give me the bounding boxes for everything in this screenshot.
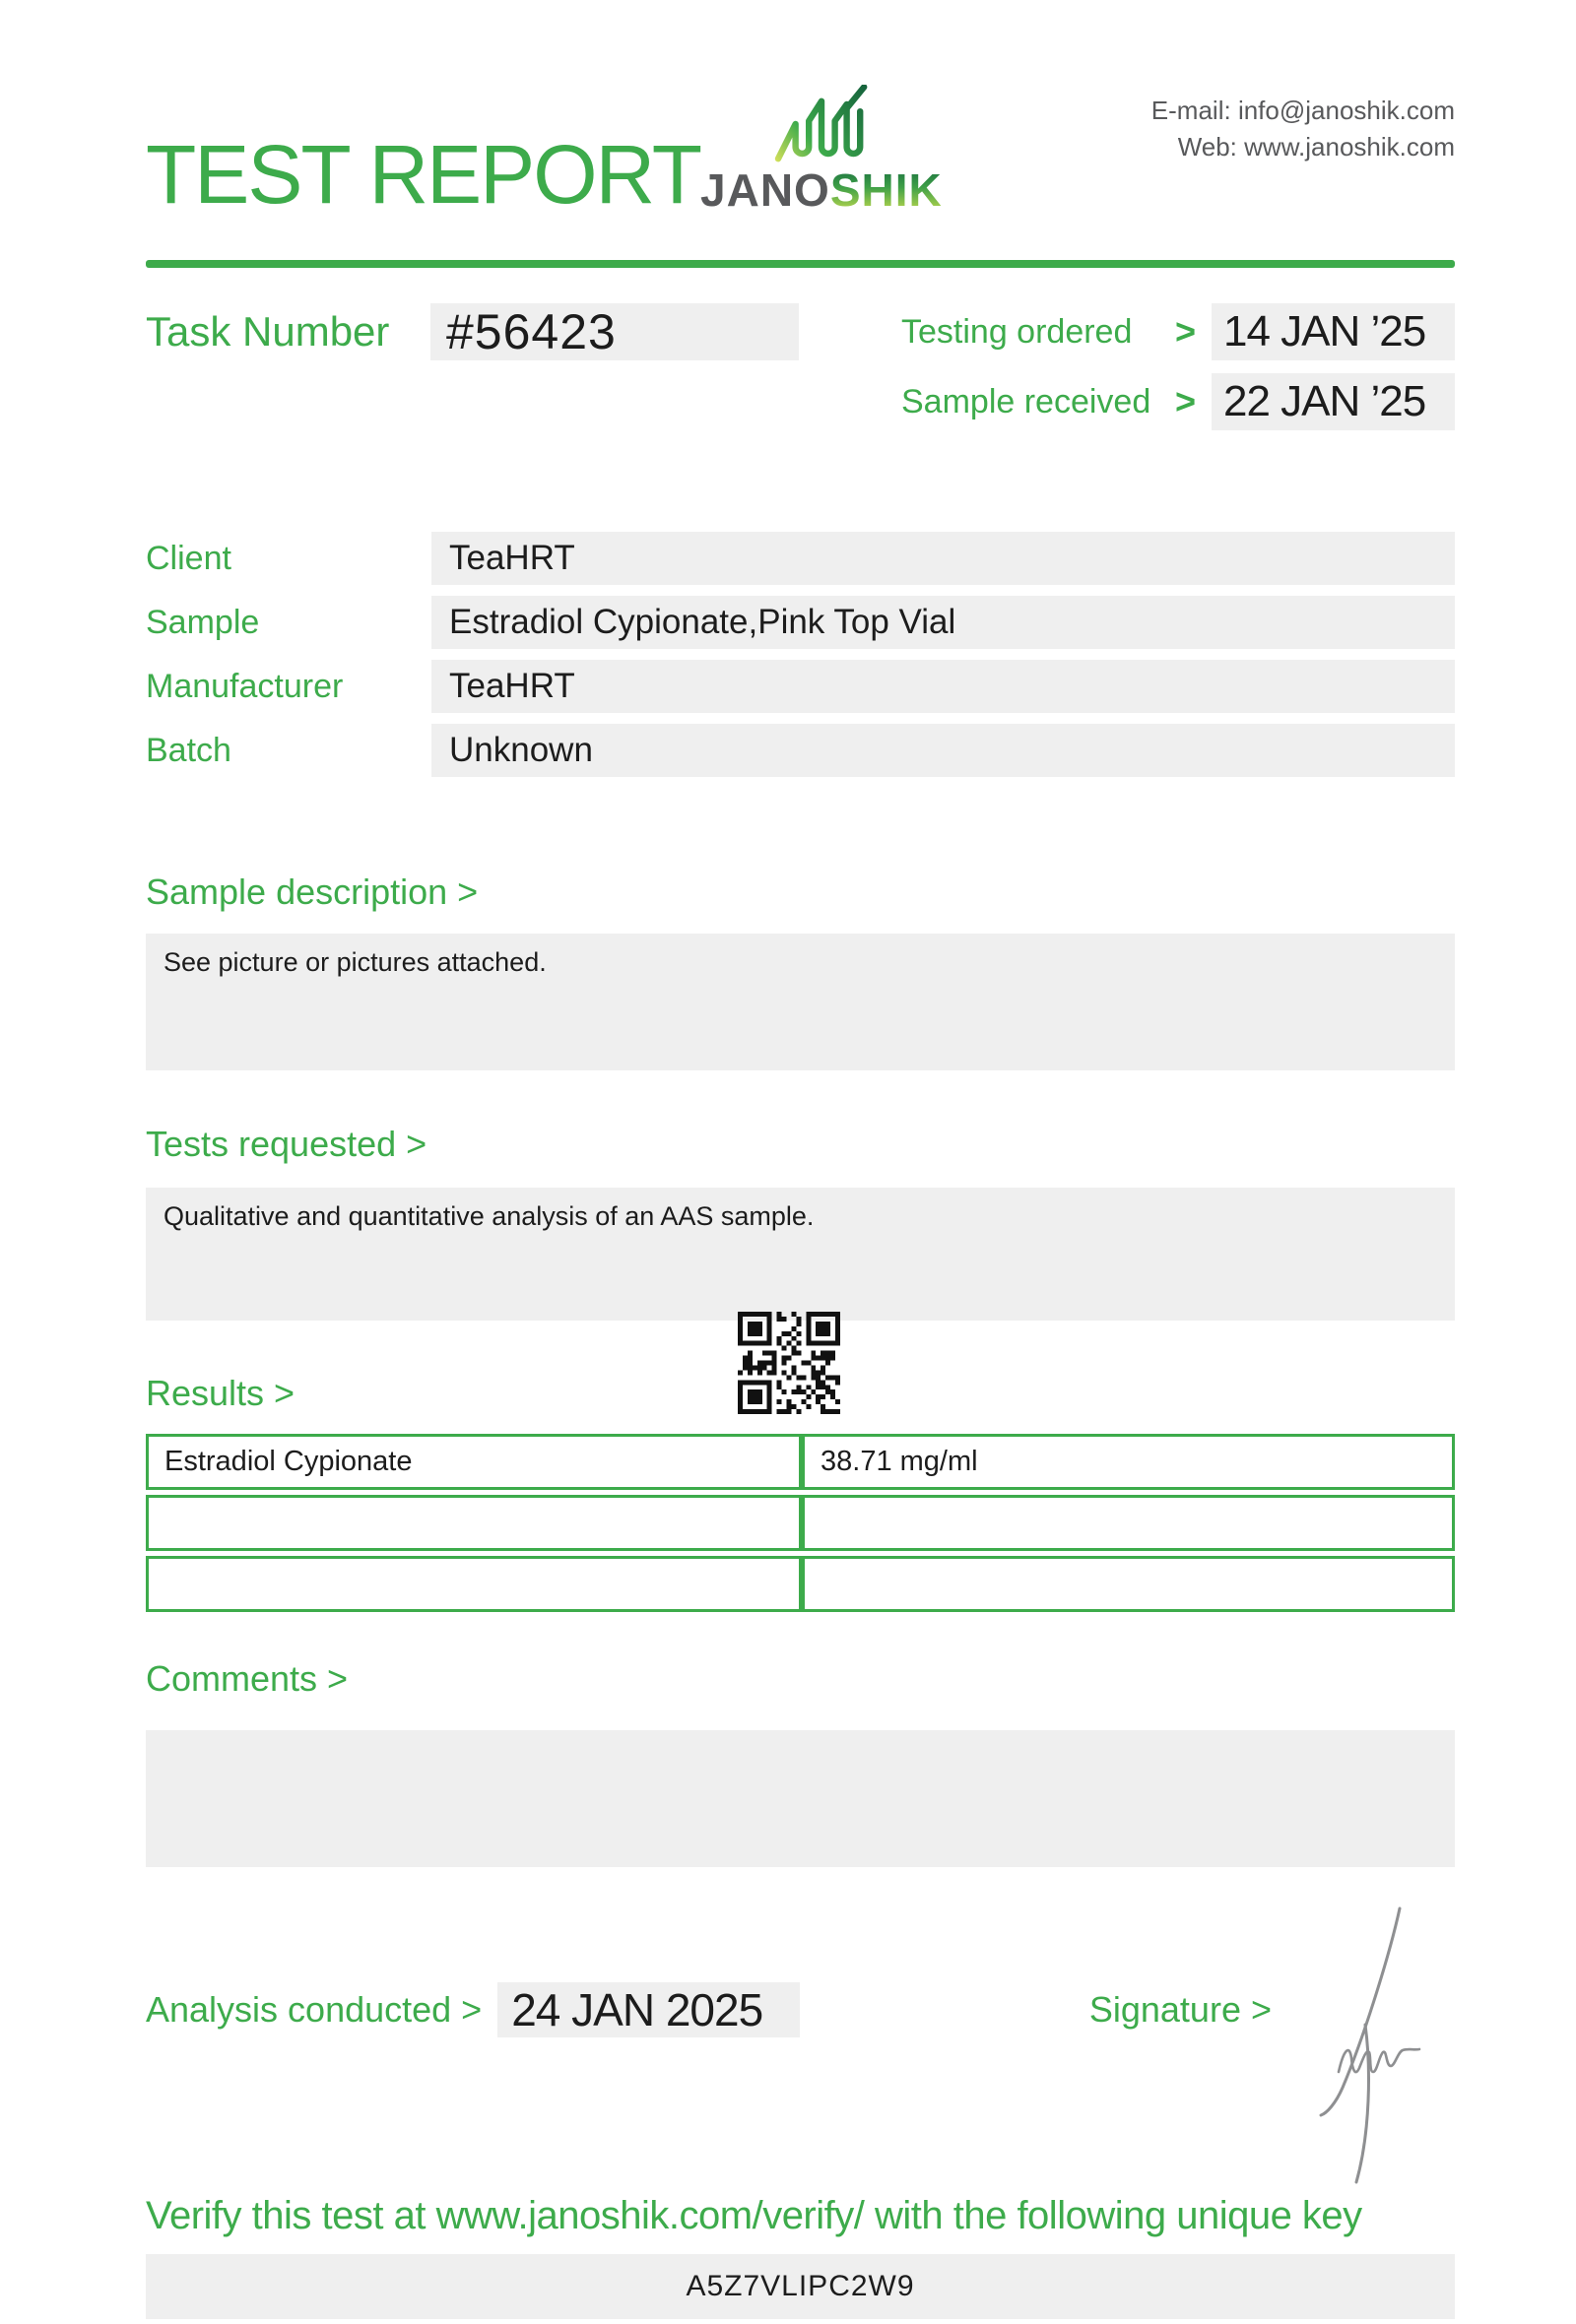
chevron-right-icon: > bbox=[1174, 381, 1196, 421]
manufacturer-value: TeaHRT bbox=[431, 660, 1455, 713]
testing-ordered-row bbox=[901, 303, 1455, 360]
analysis-date-value: 24 JAN 2025 bbox=[497, 1982, 800, 2037]
cell-result bbox=[802, 1556, 1455, 1612]
sample-received-row bbox=[901, 373, 1455, 430]
analysis-conducted-label: Analysis conducted > bbox=[146, 1988, 483, 2030]
janoshik-logo bbox=[700, 85, 943, 216]
chevron-right-icon: > bbox=[1174, 311, 1196, 352]
wordmark-shik: SHIK bbox=[829, 164, 943, 216]
table-row bbox=[146, 1556, 1455, 1612]
qr-code bbox=[738, 1312, 840, 1414]
task-number-group bbox=[146, 303, 799, 360]
task-number-label: Task Number bbox=[146, 308, 390, 355]
contact-email-line bbox=[943, 93, 1455, 129]
comments-box bbox=[146, 1730, 1455, 1867]
sample-description-box: See picture or pictures attached. bbox=[146, 934, 1455, 1070]
tests-requested-section bbox=[146, 1123, 1455, 1321]
dates-block bbox=[901, 303, 1455, 443]
manufacturer-label: Manufacturer bbox=[146, 667, 344, 705]
analysis-conducted-group bbox=[146, 1982, 800, 2037]
sample-received-label: Sample received bbox=[901, 382, 1151, 420]
sample-value: Estradiol Cypionate,Pink Top Vial bbox=[431, 596, 1455, 649]
info-row-sample bbox=[146, 596, 1455, 649]
contact-web: www.janoshik.com bbox=[1244, 131, 1455, 161]
contact-email-label: E-mail: bbox=[1150, 96, 1231, 125]
info-row-batch bbox=[146, 724, 1455, 777]
sample-description-section bbox=[146, 871, 1455, 1070]
comments-section bbox=[146, 1657, 1455, 1866]
verify-text: Verify this test at www.janoshik.com/verify/ with the following unique key bbox=[146, 2193, 1362, 2237]
testing-ordered-label: Testing ordered bbox=[901, 312, 1133, 351]
page-title: TEST REPORT bbox=[146, 127, 701, 221]
sample-info bbox=[146, 532, 1455, 777]
signature-group bbox=[1089, 1989, 1272, 2031]
sample-received-value: 22 JAN ’25 bbox=[1212, 373, 1455, 430]
table-row bbox=[146, 1495, 1455, 1551]
sample-description-heading: Sample description > bbox=[146, 872, 479, 912]
report-header bbox=[146, 83, 1455, 221]
batch-label: Batch bbox=[146, 731, 231, 769]
cell-result bbox=[802, 1495, 1455, 1551]
contact-info bbox=[943, 93, 1455, 165]
janoshik-wordmark bbox=[700, 164, 943, 216]
results-section bbox=[146, 1321, 1455, 1612]
wordmark-jano: JANO bbox=[700, 164, 830, 216]
cell-result: 38.71 mg/ml bbox=[802, 1434, 1455, 1490]
testing-ordered-value: 14 JAN ’25 bbox=[1212, 303, 1455, 360]
info-row-manufacturer bbox=[146, 660, 1455, 713]
results-header bbox=[146, 1321, 1455, 1414]
cell-analyte: Estradiol Cypionate bbox=[146, 1434, 802, 1490]
table-row bbox=[146, 1434, 1455, 1490]
task-number-value: #56423 bbox=[430, 303, 799, 360]
client-label: Client bbox=[146, 539, 231, 577]
unique-key: A5Z7VLIPC2W9 bbox=[686, 2269, 915, 2302]
tests-requested-heading: Tests requested > bbox=[146, 1124, 427, 1165]
sample-label: Sample bbox=[146, 603, 260, 641]
handwritten-signature bbox=[1309, 1903, 1445, 2186]
batch-value: Unknown bbox=[431, 724, 1455, 777]
cell-analyte bbox=[146, 1556, 802, 1612]
contact-email: info@janoshik.com bbox=[1237, 96, 1455, 125]
comments-heading: Comments > bbox=[146, 1658, 349, 1700]
janoshik-chart-icon bbox=[773, 85, 870, 163]
client-value: TeaHRT bbox=[431, 532, 1455, 585]
results-heading: Results > bbox=[146, 1373, 296, 1414]
signature-label: Signature > bbox=[1088, 1988, 1272, 2030]
task-number-row bbox=[146, 303, 1455, 443]
contact-web-line bbox=[943, 129, 1455, 165]
analysis-signature-row bbox=[146, 1981, 1455, 2038]
header-divider bbox=[146, 260, 1455, 268]
contact-web-label: Web: bbox=[1177, 131, 1237, 161]
results-table bbox=[146, 1434, 1455, 1612]
info-row-client bbox=[146, 532, 1455, 585]
unique-key-box bbox=[146, 2254, 1455, 2319]
cell-analyte bbox=[146, 1495, 802, 1551]
tests-requested-box: Qualitative and quantitative analysis of an AAS sample. bbox=[146, 1188, 1455, 1321]
